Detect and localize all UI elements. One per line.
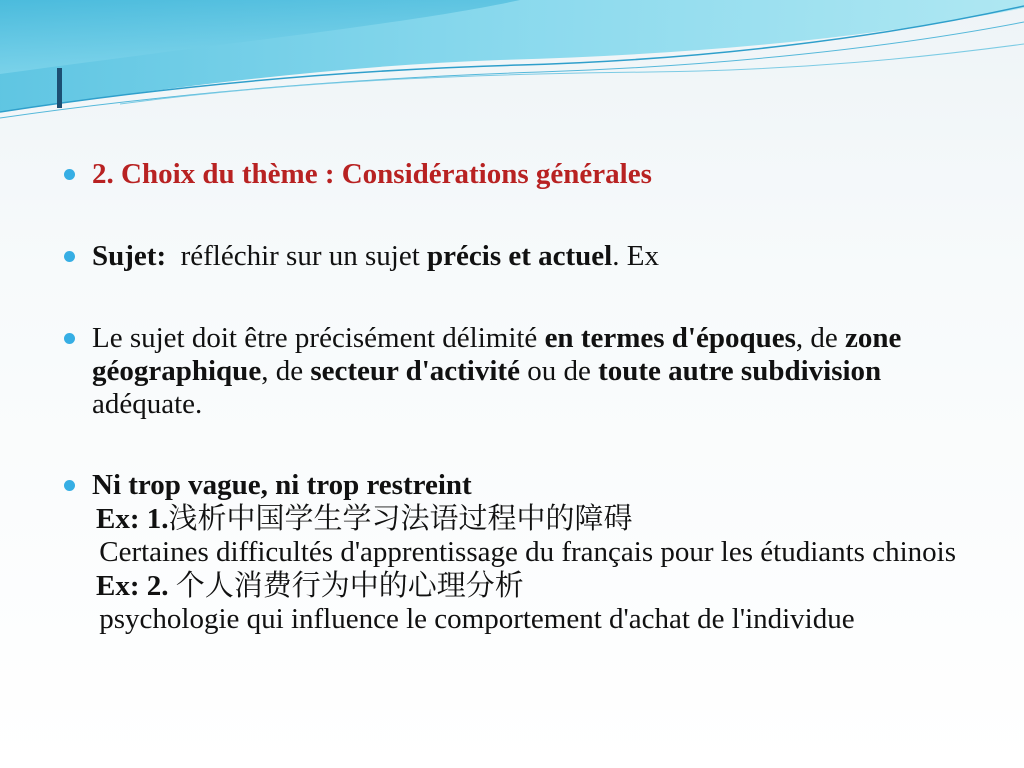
ex1-chinese: 浅析中国学生学习法语过程中的障碍: [168, 501, 633, 535]
delimite-b2: zone géographique: [92, 322, 902, 387]
delimite-b3: secteur d'activité: [310, 355, 520, 387]
delimite-t5: adéquate.: [92, 388, 203, 420]
bullet-vague: [92, 469, 972, 502]
ex1-french-text: Certaines difficultés d'apprentissage du français pour les étudiants chinois: [99, 536, 956, 568]
bullet-heading: [92, 158, 972, 191]
delimite-t3: , de: [261, 355, 304, 387]
sujet-bold: précis et actuel: [427, 240, 613, 272]
delimite-t2: , de: [795, 322, 838, 354]
slide-content: [92, 158, 972, 636]
sujet-label: Sujet:: [92, 240, 167, 272]
example-2-french: [92, 603, 972, 636]
sujet-tail: . Ex: [612, 240, 659, 272]
sujet-text: réfléchir sur un sujet: [180, 240, 420, 272]
bullet-delimite: [92, 322, 972, 421]
vague-title: Ni trop vague, ni trop restreint: [92, 469, 472, 501]
delimite-b4: toute autre subdivision: [598, 355, 882, 387]
example-2-line: [92, 569, 972, 603]
example-1-line: [92, 502, 972, 536]
example-1-french: [92, 536, 972, 569]
ex2-french-text: psychologie qui influence le comportement d'achat de l'individue: [99, 603, 855, 635]
ex2-label: Ex: 2.: [96, 570, 169, 602]
heading-text: 2. Choix du thème : Considérations générales: [92, 158, 652, 190]
delimite-t4: ou de: [527, 355, 591, 387]
wave-decoration: [0, 0, 1024, 130]
bullet-sujet: [92, 240, 972, 273]
title-mark: [57, 68, 62, 108]
ex1-label: Ex: 1.: [96, 503, 169, 535]
delimite-t1: Le sujet doit être précisément délimité: [92, 322, 538, 354]
delimite-b1: en termes d'époques: [544, 322, 796, 354]
ex2-chinese: 个人消费行为中的心理分析: [175, 568, 524, 602]
